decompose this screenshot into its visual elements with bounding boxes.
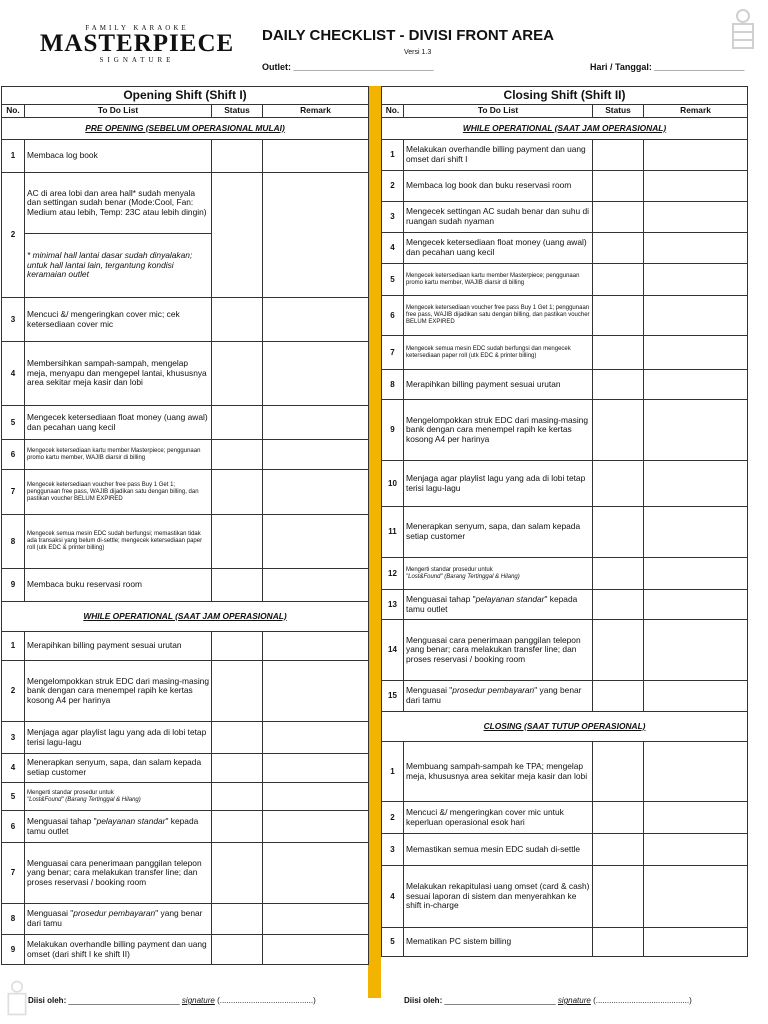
remark-cell[interactable]	[644, 202, 748, 233]
table-row: 8 Menguasai "prosedur pembayaran" yang benar dari tamu	[2, 904, 369, 935]
table-row: 9 Melakukan overhandle billing payment dan uang omset (dari shift I ke shift II)	[2, 935, 369, 965]
seal-icon	[728, 6, 758, 52]
table-row: 8 Merapihkan billing payment sesuai urutan	[382, 370, 748, 400]
remark-cell[interactable]	[263, 632, 369, 661]
remark-cell[interactable]	[263, 904, 369, 935]
status-cell[interactable]	[212, 904, 263, 935]
remark-cell[interactable]	[644, 558, 748, 590]
remark-cell[interactable]	[644, 370, 748, 400]
table-row: 6 Mengecek ketersediaan kartu member Masterpiece; penggunaan promo kartu member, WAJIB diarsir di billing	[2, 440, 369, 470]
col-status: Status	[212, 105, 263, 118]
status-cell[interactable]	[593, 202, 644, 233]
remark-cell[interactable]	[263, 173, 369, 298]
logo-main-text: MASTERPIECE	[39, 30, 235, 57]
status-cell[interactable]	[593, 866, 644, 928]
table-row: 2 Membaca log book dan buku reservasi room	[382, 171, 748, 202]
col-remark: Remark	[263, 105, 369, 118]
closing-heading: CLOSING (SAAT TUTUP OPERASIONAL)	[382, 712, 748, 742]
table-row: 5 Mengecek ketersediaan kartu member Masterpiece; penggunaan promo kartu member, WAJIB diarsir di billing	[382, 264, 748, 296]
remark-cell[interactable]	[644, 507, 748, 558]
table-row: 1 Membaca log book	[2, 140, 369, 173]
right-signature-line[interactable]: Diisi oleh: _________________________ signature (..........................................)	[404, 996, 692, 1005]
watermark-icon	[4, 978, 30, 1018]
remark-cell[interactable]	[644, 400, 748, 461]
remark-cell[interactable]	[644, 802, 748, 834]
remark-cell[interactable]	[263, 722, 369, 754]
remark-cell[interactable]	[263, 843, 369, 904]
status-cell[interactable]	[212, 783, 263, 811]
table-row: 2 AC di area lobi dan area hall* sudah menyala dan settingan sudah benar (Mode:Cool, Fan: Medium atau lebih, Temp: 23C atau lebih dingin)	[2, 173, 369, 234]
table-row: 6 Mengecek ketersediaan voucher free pass Buy 1 Get 1; penggunaan free pass, WAJIB dijadikan satu dengan billing, dan pastikan voucher BELUM EXPIRED	[382, 296, 748, 336]
status-cell[interactable]	[593, 296, 644, 336]
table-row: 9 Membaca buku reservasi room	[2, 569, 369, 602]
remark-cell[interactable]	[263, 298, 369, 342]
remark-cell[interactable]	[644, 264, 748, 296]
status-cell[interactable]	[593, 507, 644, 558]
table-row: 1 Melakukan overhandle billing payment dan uang omset dari shift I	[382, 140, 748, 171]
opening-shift-title: Opening Shift (Shift I)	[2, 87, 369, 105]
status-cell[interactable]	[212, 342, 263, 406]
remark-cell[interactable]	[644, 742, 748, 802]
left-signature-line[interactable]: Diisi oleh: _________________________ signature (..........................................)	[28, 996, 316, 1005]
remark-cell[interactable]	[644, 140, 748, 171]
while-operational-heading: WHILE OPERATIONAL (SAAT JAM OPERASIONAL)	[2, 602, 369, 632]
status-cell[interactable]	[593, 620, 644, 681]
opening-shift-table	[1, 86, 369, 965]
status-cell[interactable]	[593, 140, 644, 171]
table-row: 3 Memastikan semua mesin EDC sudah di-settle	[382, 834, 748, 866]
status-cell[interactable]	[593, 400, 644, 461]
table-row: 7 Mengecek ketersediaan voucher free pass Buy 1 Get 1; penggunaan free pass, WAJIB dijadikan satu dengan billing, dan pastikan voucher BELUM EXPIRED	[2, 470, 369, 515]
remark-cell[interactable]	[644, 928, 748, 957]
document-title: DAILY CHECKLIST - DIVISI FRONT AREA	[262, 27, 554, 44]
status-cell[interactable]	[212, 406, 263, 440]
table-row: 4 Mengecek ketersediaan float money (uang awal) dan pecahan uang kecil	[382, 233, 748, 264]
status-cell[interactable]	[593, 558, 644, 590]
table-row: 3 Menjaga agar playlist lagu yang ada di lobi tetap terisi lagu-lagu	[2, 722, 369, 754]
remark-cell[interactable]	[644, 590, 748, 620]
status-cell[interactable]	[212, 569, 263, 602]
note-text: * minimal hall lantai dasar sudah dinyalakan; untuk hall lantai lain, tergantung kondisi keramaian outlet	[25, 234, 212, 298]
status-cell[interactable]	[212, 632, 263, 661]
status-cell[interactable]	[212, 935, 263, 965]
version-label: Versi 1.3	[404, 49, 432, 56]
table-row: 1 Membuang sampah-sampah ke TPA; mengelap meja, khususnya area sekitar meja kasir dan lobi	[382, 742, 748, 802]
status-cell[interactable]	[212, 811, 263, 843]
table-row: 4 Membersihkan sampah-sampah, mengelap meja, menyapu dan mengepel lantai, khususnya area sekitar meja kasir dan lobi	[2, 342, 369, 406]
table-row: 6 Menguasai tahap "pelayanan standar" kepada tamu outlet	[2, 811, 369, 843]
table-row: 3 Mencuci &/ mengeringkan cover mic; cek ketersediaan cover mic	[2, 298, 369, 342]
remark-cell[interactable]	[263, 140, 369, 173]
status-cell[interactable]	[593, 742, 644, 802]
logo-bottom-text: SIGNATURE	[99, 56, 175, 64]
remark-cell[interactable]	[263, 342, 369, 406]
closing-shift-title: Closing Shift (Shift II)	[382, 87, 748, 105]
status-cell[interactable]	[593, 681, 644, 712]
while-operational-heading: WHILE OPERATIONAL (SAAT JAM OPERASIONAL)	[382, 118, 748, 140]
table-row: 14 Menguasai cara penerimaan panggilan telepon yang benar; cara melakukan transfer line; dan proses reservasi / booking room	[382, 620, 748, 681]
status-cell[interactable]	[212, 661, 263, 722]
status-cell[interactable]	[593, 233, 644, 264]
remark-cell[interactable]	[644, 620, 748, 681]
table-row: 4 Melakukan rekapitulasi uang omset (card & cash) sesuai laporan di sistem dan menyerahkan ke shift in-charge	[382, 866, 748, 928]
table-row: 7 Mengecek semua mesin EDC sudah berfungsi dan mengecek ketersediaan paper roll (utk EDC & printer billing)	[382, 336, 748, 370]
table-row: 11 Menerapkan senyum, sapa, dan salam kepada setiap customer	[382, 507, 748, 558]
table-row: 12 Mengerti standar prosedur untuk "Lost&Found" (Barang Tertinggal & Hilang)	[382, 558, 748, 590]
remark-cell[interactable]	[644, 171, 748, 202]
table-row: 1 Merapihkan billing payment sesuai urutan	[2, 632, 369, 661]
status-cell[interactable]	[212, 754, 263, 783]
date-field[interactable]: Hari / Tanggal: __________________	[590, 62, 745, 72]
status-cell[interactable]	[212, 173, 263, 298]
remark-cell[interactable]	[263, 783, 369, 811]
closing-shift-table: Closing Shift (Shift II) No. To Do List Status Remark WHILE OPERATIONAL (SAAT JAM OPERASIONAL) 1 Melakukan overhandle billing payment dan uang omset dari shift I 2 Membaca log book dan buku reservasi room 3 Mengecek settingan AC sudah benar dan suhu di ruangan sudah nyaman 4 Mengecek ketersediaan float money (uang awal) dan pecahan uang kecil 5 Mengecek ketersediaan kartu member Masterpiece; penggunaan promo kartu member, WAJIB diarsir di billing 6 Mengecek ketersediaan voucher free pass Buy 1 Get 1; penggunaan free pass, WAJIB dijadikan satu dengan billing, dan pastikan voucher BELUM EXPIRED 7 Mengecek semua mesin EDC sudah berfungsi dan mengecek ketersediaan paper roll (utk EDC & printer billing) 8 Merapihkan billing payment sesuai urutan 9 Mengelompokkan struk EDC dari masing-masing bank dengan cara menempel rapih ke kertas kosong A4 per harinya 10 Menjaga agar playlist lagu yang ada di lobi tetap terisi lagu-lagu 11 Menerapkan senyum, sapa, dan salam kepada setiap customer 12 Mengerti standar prosedur untuk "Lost&Found" (Barang Tertinggal & Hilang) 13 Menguasai tahap "pelayanan standar" kepada tamu outlet 14 Menguasai cara penerimaan panggilan telepon yang benar; cara melakukan transfer line; dan proses reservasi / booking room 15 Menguasai "prosedur pembayaran" yang benar dari tamu CLOSING (SAAT TUTUP OPERASIONAL) 1 Membuang sampah-sampah ke TPA; mengelap meja, khususnya area sekitar meja kasir dan lobi 2 Mencuci &/ mengeringkan cover mic untuk keperluan operasional esok hari 3 Memastikan semua mesin EDC sudah di-settle 4 Melakukan rekapitulasi uang omset (card & cash) sesuai laporan di sistem dan menyerahkan ke shift in-charge 5 Mematikan PC sistem billing	[381, 86, 748, 957]
status-cell[interactable]	[593, 171, 644, 202]
table-row: 5 Mengecek ketersediaan float money (uang awal) dan pecahan uang kecil	[2, 406, 369, 440]
status-cell[interactable]	[212, 515, 263, 569]
status-cell[interactable]	[593, 461, 644, 507]
table-row: 2 Mengelompokkan struk EDC dari masing-masing bank dengan cara menempel rapih ke kertas kosong A4 per harinya	[2, 661, 369, 722]
pre-opening-heading: PRE OPENING (SEBELUM OPERASIONAL MULAI)	[2, 118, 369, 140]
table-row: 7 Menguasai cara penerimaan panggilan telepon yang benar; cara melakukan transfer line; dan proses reservasi / booking room	[2, 843, 369, 904]
table-row: 10 Menjaga agar playlist lagu yang ada di lobi tetap terisi lagu-lagu	[382, 461, 748, 507]
remark-cell[interactable]	[263, 661, 369, 722]
table-row: 15 Menguasai "prosedur pembayaran" yang benar dari tamu	[382, 681, 748, 712]
remark-cell[interactable]	[644, 296, 748, 336]
status-cell[interactable]	[593, 370, 644, 400]
table-row: 5 Mengerti standar prosedur untuk "Lost&Found" (Barang Tertinggal & Hilang)	[2, 783, 369, 811]
remark-cell[interactable]	[644, 336, 748, 370]
col-todo: To Do List	[25, 105, 212, 118]
remark-cell[interactable]	[644, 233, 748, 264]
remark-cell[interactable]	[644, 866, 748, 928]
table-row: 13 Menguasai tahap "pelayanan standar" kepada tamu outlet	[382, 590, 748, 620]
table-row: 8 Mengecek semua mesin EDC sudah berfungsi; memastikan tidak ada transaksi yang belum di-settle; mengecek ketersediaan paper roll (utk EDC & printer billing)	[2, 515, 369, 569]
table-row: 2 Mencuci &/ mengeringkan cover mic untuk keperluan operasional esok hari	[382, 802, 748, 834]
status-cell[interactable]	[593, 590, 644, 620]
remark-cell[interactable]	[263, 406, 369, 440]
table-row: 3 Mengecek settingan AC sudah benar dan suhu di ruangan sudah nyaman	[382, 202, 748, 233]
remark-cell[interactable]	[263, 935, 369, 965]
status-cell[interactable]	[593, 928, 644, 957]
status-cell[interactable]	[212, 140, 263, 173]
col-no: No.	[2, 105, 25, 118]
status-cell[interactable]	[212, 440, 263, 470]
remark-cell[interactable]	[644, 834, 748, 866]
status-cell[interactable]	[593, 336, 644, 370]
remark-cell[interactable]	[644, 681, 748, 712]
logo-top-text: FAMILY KARAOKE	[85, 24, 189, 32]
remark-cell[interactable]	[263, 569, 369, 602]
status-cell[interactable]	[212, 470, 263, 515]
remark-cell[interactable]	[644, 461, 748, 507]
status-cell[interactable]	[593, 802, 644, 834]
remark-cell[interactable]	[263, 440, 369, 470]
status-cell[interactable]	[593, 834, 644, 866]
table-row: 5 Mematikan PC sistem billing	[382, 928, 748, 957]
masterpiece-logo	[32, 24, 242, 66]
remark-cell[interactable]	[263, 470, 369, 515]
remark-cell[interactable]	[263, 515, 369, 569]
status-cell[interactable]	[593, 264, 644, 296]
table-row: 9 Mengelompokkan struk EDC dari masing-masing bank dengan cara menempel rapih ke kertas kosong A4 per harinya	[382, 400, 748, 461]
outlet-field[interactable]: Outlet: ____________________________	[262, 62, 434, 72]
status-cell[interactable]	[212, 722, 263, 754]
remark-cell[interactable]	[263, 754, 369, 783]
column-divider	[368, 86, 381, 998]
status-cell[interactable]	[212, 298, 263, 342]
table-row: 4 Menerapkan senyum, sapa, dan salam kepada setiap customer	[2, 754, 369, 783]
status-cell[interactable]	[212, 843, 263, 904]
remark-cell[interactable]	[263, 811, 369, 843]
